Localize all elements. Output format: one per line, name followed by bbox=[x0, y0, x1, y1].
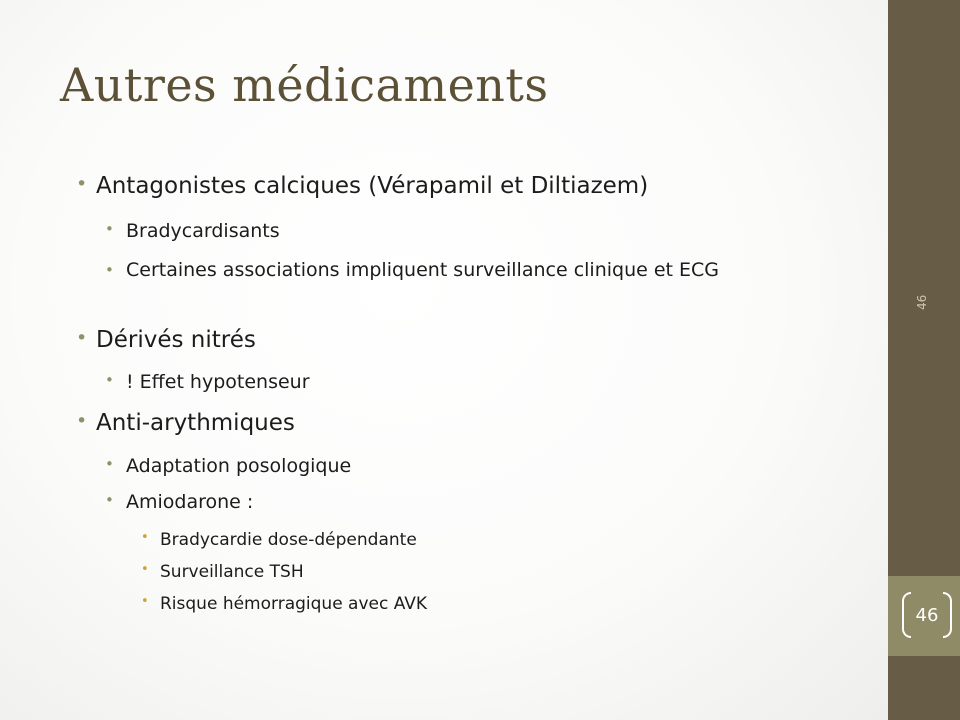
bullet-text: Certaines associations impliquent surveillance clinique et ECG bbox=[126, 259, 720, 281]
bullet-item bbox=[105, 371, 310, 393]
bullet-text: Dérivés nitrés bbox=[96, 327, 256, 353]
bullet-item bbox=[141, 530, 417, 550]
bullet-item bbox=[141, 562, 304, 582]
page-number: 46 bbox=[915, 605, 939, 626]
bullet-icon: • bbox=[105, 220, 114, 238]
left-bracket-icon bbox=[902, 592, 911, 638]
bullet-icon: • bbox=[105, 455, 114, 473]
vertical-slide-number: 46 bbox=[915, 294, 929, 310]
bullet-text: Risque hémorragique avec AVK bbox=[160, 594, 428, 614]
bullet-icon: • bbox=[141, 530, 149, 545]
slide-title: Autres médicaments bbox=[60, 58, 549, 112]
bullet-text: Adaptation posologique bbox=[126, 455, 352, 477]
right-bracket-icon bbox=[943, 592, 952, 638]
bullet-text: Amiodarone : bbox=[126, 491, 254, 513]
bullet-text: Antagonistes calciques (Vérapamil et Diltiazem) bbox=[96, 173, 649, 199]
bullet-text: Bradycardisants bbox=[126, 220, 280, 242]
bullet-text: Surveillance TSH bbox=[160, 562, 304, 582]
bullet-item bbox=[76, 327, 256, 353]
bullet-item bbox=[105, 491, 254, 513]
bullet-icon: • bbox=[76, 410, 88, 432]
bullet-icon: • bbox=[141, 594, 149, 609]
bullet-item bbox=[105, 220, 280, 242]
bullet-icon: • bbox=[141, 562, 149, 577]
bullet-text: Anti-arythmiques bbox=[96, 410, 295, 436]
page-number-badge bbox=[902, 592, 952, 640]
bullet-item bbox=[105, 455, 352, 477]
bullet-item bbox=[141, 594, 428, 614]
bullet-icon: • bbox=[105, 491, 114, 509]
bullet-item bbox=[76, 173, 649, 199]
bullet-icon: • bbox=[76, 173, 88, 195]
bullet-text: Bradycardie dose-dépendante bbox=[160, 530, 417, 550]
bullet-item bbox=[105, 257, 846, 283]
bullet-item bbox=[76, 410, 295, 436]
bullet-text: ! Effet hypotenseur bbox=[126, 371, 310, 393]
bullet-icon: • bbox=[76, 327, 88, 349]
bullet-icon: • bbox=[105, 261, 114, 279]
bullet-icon: • bbox=[105, 371, 114, 389]
